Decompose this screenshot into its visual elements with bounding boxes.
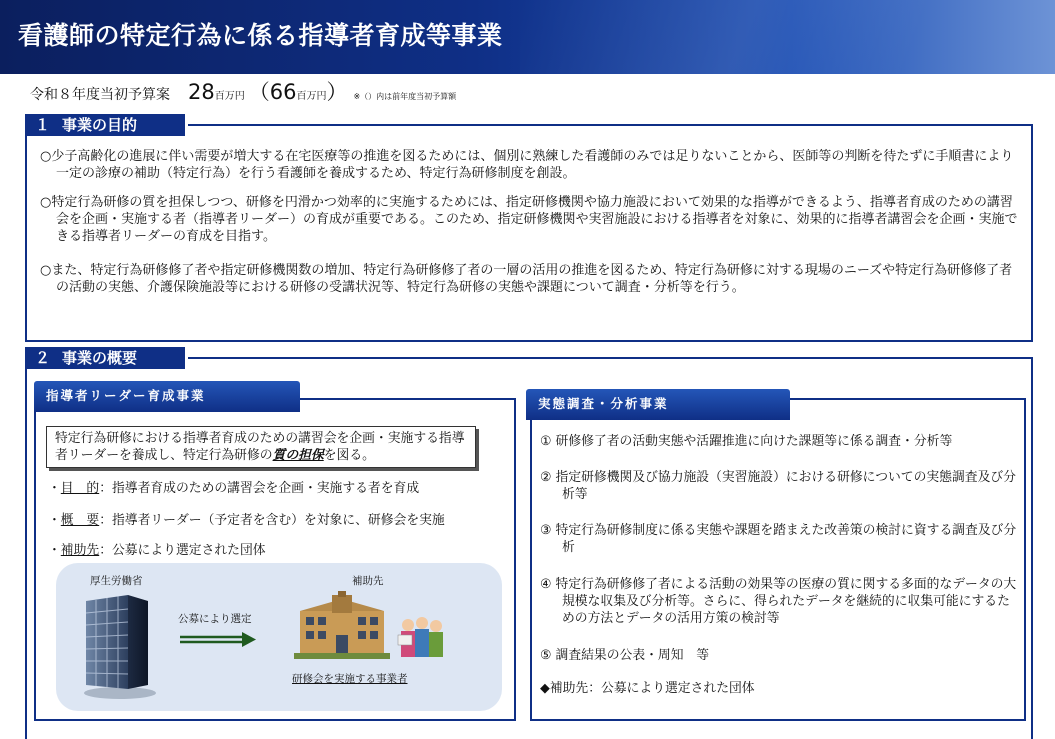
section1-num: １	[35, 116, 51, 134]
budget-current-unit: 百万円	[214, 91, 245, 102]
grantee-label: 補助先	[60, 543, 100, 558]
grantee-text: ：公募により選定された団体	[99, 543, 266, 558]
arrow-label: 公募により選定	[178, 613, 252, 625]
purpose-label: 目 的	[60, 481, 100, 496]
ministry-building-icon	[78, 589, 158, 701]
budget-note: ※（）内は前年度当初予算額	[353, 92, 457, 101]
leader-training-summary	[46, 426, 476, 468]
analysis-item: ⑤ 調査結果の公表・周知 等	[540, 648, 710, 663]
arrow-icon	[178, 631, 258, 649]
analysis-item: ④ 特定行為研修修了者による活動の効果等の医療の質に関する多面的なデータの大規模な収集及び分析等。さらに、得られたデータを継続的に収集可能にするための方法とデータの活用方策の検討等	[540, 577, 1017, 626]
title-banner	[0, 0, 1055, 74]
purpose-item: ○特定行為研修の質を担保しつつ、研修を円滑かつ効率的に実施するためには、指定研修機関や協力施設において効果的な指導ができるよう、指導者育成のための講習会を企画・実施する者（指導者リーダー）の育成が重要である。このため、指定研修機関や実習施設における指導者を対象に、効果的に指導者講習会を企画・実施できる指導者リーダーの育成を目指す。	[40, 195, 1018, 244]
section1-title: 事業の目的	[62, 116, 138, 134]
purpose-item: ○また、特定行為研修修了者や指定研修機関数の増加、特定行為研修修了者の一層の活用の推進を図るため、特定行為研修に対する現場のニーズや特定行為研修修了者の活動の実態、介護保険施設等における研修の受講状況等、特定行為研修の実態や課題について調査・分析等を行う。	[40, 263, 1013, 295]
leader-training-tab: 指導者リーダー育成事業	[34, 381, 300, 412]
section1-heading	[25, 114, 185, 136]
outline-text: ：指導者リーダー（予定者を含む）を対象に、研修会を実施	[99, 513, 445, 528]
analysis-item: ① 研修修了者の活動実態や活躍推進に向けた課題等に係る調査・分析等	[540, 434, 953, 449]
outline-bullet: ・概 要：指導者リーダー（予定者を含む）を対象に、研修会を実施	[48, 513, 445, 528]
survey-analysis-tab: 実態調査・分析事業	[526, 389, 790, 420]
page-title: 看護師の特定行為に係る指導者育成等事業	[18, 21, 503, 50]
grantee-illus-label: 補助先	[352, 575, 384, 587]
budget-line	[30, 80, 456, 109]
operator-label: 研修会を実施する事業者	[292, 673, 408, 685]
section2-title: 事業の概要	[62, 349, 138, 367]
budget-prev-value: 66	[269, 80, 297, 104]
survey-grantee: ◆補助先：公募により選定された団体	[540, 681, 755, 696]
school-building-icon	[294, 591, 390, 661]
lead-text-2: を図る。	[323, 448, 375, 463]
budget-label: 令和８年度当初予算案	[30, 87, 170, 103]
budget-close-paren: ）	[326, 80, 348, 104]
lead-text-1: 特定行為研修における指導者育成のための講習会を企画・実施する指導者リーダーを養成し、特定行為研修の	[55, 431, 465, 463]
budget-current-value: 28	[188, 80, 215, 104]
analysis-item: ③ 特定行為研修制度に係る実態や課題を踏まえた改善策の検討に資する調査及び分析	[540, 523, 1017, 555]
purpose-text: ：指導者育成のための講習会を企画・実施する者を育成	[99, 481, 420, 496]
purpose-item: ○少子高齢化の進展に伴い需要が増大する在宅医療等の推進を図るためには、個別に熟練した看護師のみでは足りないことから、医師等の判断を待たずに手順書により一定の診療の補助（特定行為）を行う看護師を養成するため、特定行為研修制度を創設。	[40, 149, 1014, 181]
purpose-bullet: ・目 的：指導者育成のための講習会を企画・実施する者を育成	[48, 481, 420, 496]
people-icon	[396, 615, 446, 661]
ministry-label: 厚生労働省	[90, 575, 143, 587]
analysis-item: ② 指定研修機関及び協力施設（実習施設）における研修についての実態調査及び分析等	[540, 470, 1016, 502]
outline-label: 概 要	[60, 513, 100, 528]
section2-heading	[25, 347, 185, 369]
budget-open-paren: （	[248, 80, 270, 104]
section2-num: ２	[35, 349, 51, 367]
grantee-bullet: ・補助先：公募により選定された団体	[48, 543, 266, 558]
flow-illustration	[56, 563, 502, 711]
lead-emphasis: 質の担保	[272, 448, 324, 463]
budget-prev-unit: 百万円	[296, 91, 327, 102]
